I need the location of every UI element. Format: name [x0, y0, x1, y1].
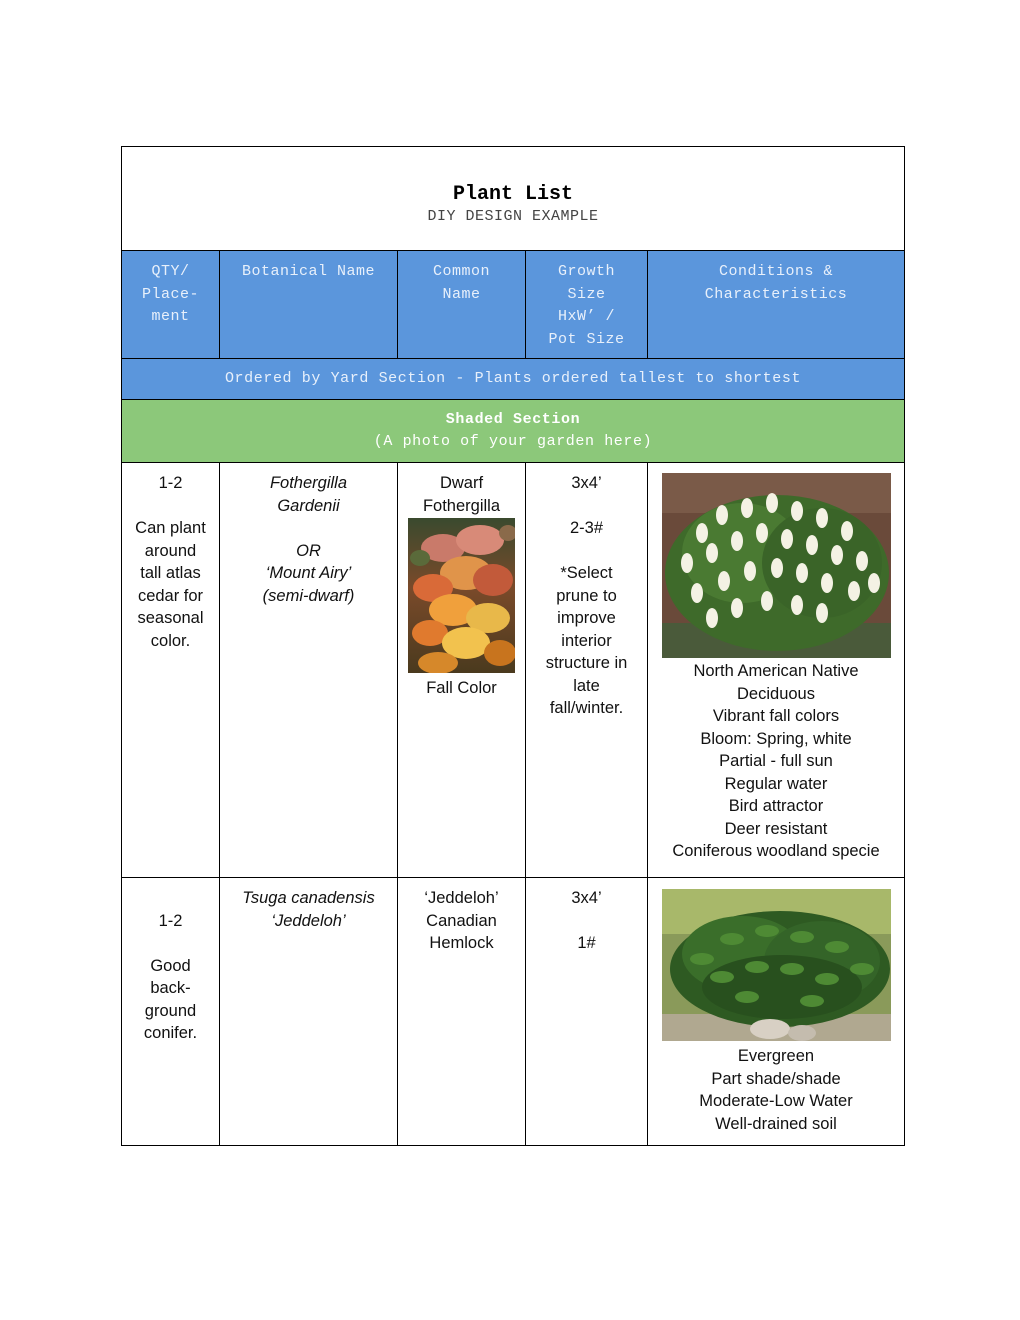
header-common-name: Common Name: [398, 251, 526, 359]
row2-growth: 3x4’ 1#: [526, 878, 648, 1146]
hemlock-shrub-photo: [662, 889, 891, 1041]
row1-botanical: Fothergilla Gardenii OR ‘Mount Airy’ (semi-dwarf): [220, 463, 398, 878]
order-note-row: [122, 359, 905, 400]
header-conditions: Conditions & Characteristics: [648, 251, 905, 359]
section-caption: (A photo of your garden here): [373, 433, 653, 450]
fall-color-caption: Fall Color: [426, 679, 497, 697]
row2-common: ‘Jeddeloh’ Canadian Hemlock: [398, 878, 526, 1146]
plant-list-table: [121, 146, 905, 1146]
row2-botanical: Tsuga canadensis ‘Jeddeloh’: [220, 878, 398, 1146]
header-botanical-name: Botanical Name: [220, 251, 398, 359]
order-note-cell: [122, 359, 905, 400]
section-title: Shaded Section: [445, 411, 581, 428]
row1-common: Dwarf Fothergilla Fall Color: [398, 463, 526, 878]
title-cell: [122, 147, 905, 251]
order-note: Ordered by Yard Section - Plants ordered tallest to shortest: [224, 370, 802, 387]
header-growth-size: Growth Size HxW’ / Pot Size: [526, 251, 648, 359]
fothergilla-fall-color-photo: [408, 518, 515, 673]
row2-qty: 1-2 Good back- ground conifer.: [122, 878, 220, 1146]
header-row: [122, 251, 905, 359]
page-subtitle: DIY DESIGN EXAMPLE: [427, 208, 599, 225]
row1-qty: 1-2 Can plant around tall atlas cedar for seasonal color.: [122, 463, 220, 878]
row2-conditions: Evergreen Part shade/shade Moderate-Low Water Well-drained soil: [648, 878, 905, 1146]
row1-conditions: North American Native Deciduous Vibrant fall colors Bloom: Spring, white Partial - full sun Regular water Bird attractor Deer resistant Coniferous woodland specie: [648, 463, 905, 878]
section-row: [122, 400, 905, 463]
header-qty: QTY/ Place- ment: [122, 251, 220, 359]
table-row: [122, 463, 905, 878]
row1-growth: 3x4’ 2-3# *Select prune to improve interior structure in late fall/winter.: [526, 463, 648, 878]
fothergilla-bloom-photo: [662, 473, 891, 658]
table-row: [122, 878, 905, 1146]
page-title: Plant List: [452, 183, 574, 206]
section-cell: [122, 400, 905, 463]
